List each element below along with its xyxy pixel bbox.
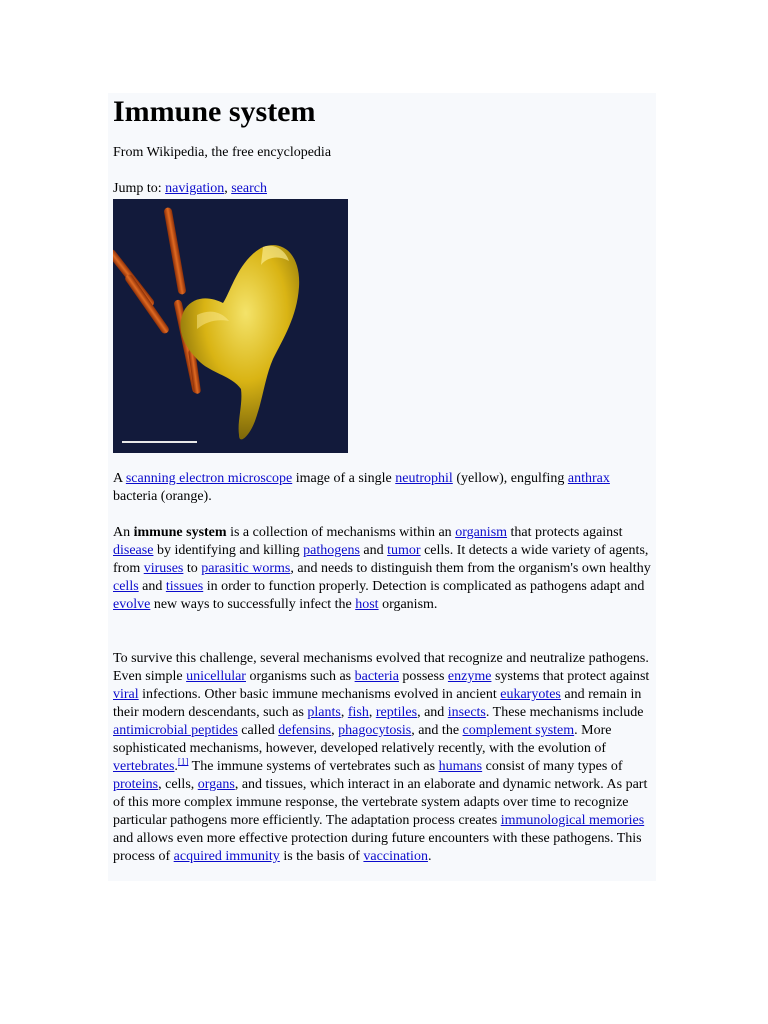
link-disease[interactable]: disease bbox=[113, 543, 154, 558]
paragraph-text: and remain in their modern descendants, such as bbox=[113, 687, 642, 720]
link-insects[interactable]: insects bbox=[447, 705, 486, 720]
link-unicellular[interactable]: unicellular bbox=[186, 669, 246, 684]
paragraph-text: To survive this challenge, several mechanisms evolved that recognize and neutralize pathogens. Even simple bbox=[113, 651, 649, 684]
paragraph-text: called bbox=[237, 723, 279, 738]
caption-text: A bbox=[113, 471, 126, 486]
paragraph-text: . bbox=[174, 759, 178, 774]
link-vertebrates[interactable]: vertebrates bbox=[113, 759, 175, 774]
paragraph-text: , cells, bbox=[158, 777, 198, 792]
link-immunological-memories[interactable]: immunological memories bbox=[500, 813, 645, 828]
link-proteins[interactable]: proteins bbox=[113, 777, 159, 792]
link-antimicrobial-peptides[interactable]: antimicrobial peptides bbox=[113, 723, 238, 738]
page-subtitle: From Wikipedia, the free encyclopedia bbox=[113, 145, 332, 160]
link-organs[interactable]: organs bbox=[197, 777, 235, 792]
citation-link[interactable]: [1] bbox=[177, 756, 189, 767]
paragraph-text: . These mechanisms include bbox=[485, 705, 644, 720]
link-anthrax[interactable]: anthrax bbox=[567, 471, 610, 486]
paragraph-text: to bbox=[183, 561, 202, 576]
jump-to-links bbox=[113, 181, 267, 197]
paragraph-text: infections. Other basic immune mechanisms evolved in ancient bbox=[138, 687, 501, 702]
paragraph-text: The immune systems of vertebrates such as bbox=[188, 759, 439, 774]
paragraph-text: and bbox=[138, 579, 166, 594]
paragraph-text: , bbox=[340, 705, 348, 720]
paragraph-text: and allows even more effective protection during future encounters with these pathogens. This process of bbox=[113, 831, 642, 864]
link-fish[interactable]: fish bbox=[347, 705, 369, 720]
caption-text: bacteria (orange). bbox=[113, 489, 212, 504]
jump-separator: , bbox=[224, 181, 228, 196]
link-tumor[interactable]: tumor bbox=[387, 543, 421, 558]
caption-text: (yellow), engulfing bbox=[452, 471, 568, 486]
link-eukaryotes[interactable]: eukaryotes bbox=[500, 687, 561, 702]
link-phagocytosis[interactable]: phagocytosis bbox=[338, 723, 412, 738]
paragraph-text: consist of many types of bbox=[482, 759, 623, 774]
page-title: Immune system bbox=[113, 95, 316, 128]
link-humans[interactable]: humans bbox=[438, 759, 483, 774]
paragraph-text: organisms such as bbox=[245, 669, 355, 684]
link-defensins[interactable]: defensins bbox=[278, 723, 332, 738]
link-acquired-immunity[interactable]: acquired immunity bbox=[173, 849, 280, 864]
paragraph-text: An bbox=[113, 525, 134, 540]
link-host[interactable]: host bbox=[355, 597, 379, 612]
paragraph-text: . More sophisticated mechanisms, however, developed relatively recently, with the evolution of bbox=[113, 723, 612, 756]
link-parasitic-worms[interactable]: parasitic worms bbox=[201, 561, 291, 576]
link-evolve[interactable]: evolve bbox=[113, 597, 151, 612]
navigation-link[interactable]: navigation bbox=[165, 181, 225, 196]
article-page bbox=[108, 93, 656, 881]
jump-prefix: Jump to: bbox=[113, 181, 162, 196]
link-bacteria[interactable]: bacteria bbox=[354, 669, 399, 684]
paragraph-text: , and bbox=[417, 705, 448, 720]
paragraph-text: systems that protect against bbox=[491, 669, 650, 684]
paragraph-text: , and needs to distinguish them from the organism's own healthy bbox=[290, 561, 651, 576]
intro-paragraph bbox=[113, 524, 655, 614]
link-plants[interactable]: plants bbox=[307, 705, 341, 720]
link-organism[interactable]: organism bbox=[455, 525, 508, 540]
paragraph-text: possess bbox=[398, 669, 448, 684]
link-viruses[interactable]: viruses bbox=[143, 561, 184, 576]
link-tissues[interactable]: tissues bbox=[165, 579, 204, 594]
link-reptiles[interactable]: reptiles bbox=[375, 705, 418, 720]
paragraph-text: and bbox=[359, 543, 388, 558]
link-cells[interactable]: cells bbox=[113, 579, 139, 594]
link-scanning-electron-microscope[interactable]: scanning electron microscope bbox=[125, 471, 293, 486]
paragraph-text: new ways to successfully infect the bbox=[150, 597, 356, 612]
micrograph-svg bbox=[113, 199, 348, 453]
paragraph-text: in order to function properly. Detection is complicated as pathogens adapt and bbox=[203, 579, 645, 594]
caption-text: image of a single bbox=[292, 471, 396, 486]
paragraph-text: cells. It detects a wide variety of agents, from bbox=[113, 543, 649, 576]
paragraph-text: . bbox=[427, 849, 432, 864]
paragraph-text: , and the bbox=[411, 723, 463, 738]
bold-term: immune system bbox=[133, 525, 227, 540]
paragraph-text: that protects against bbox=[507, 525, 623, 540]
scale-bar bbox=[122, 441, 197, 443]
link-vaccination[interactable]: vaccination bbox=[363, 849, 428, 864]
link-viral[interactable]: viral bbox=[113, 687, 139, 702]
paragraph-text: by identifying and killing bbox=[153, 543, 304, 558]
evolution-paragraph bbox=[113, 650, 655, 866]
paragraph-text: , and tissues, which interact in an elaborate and dynamic network. As part of this more complex immune response, the vertebrate system adapts over time to recognize particular pathogens more efficiently. The adaptation process creates bbox=[113, 777, 648, 828]
link-enzyme[interactable]: enzyme bbox=[447, 669, 492, 684]
search-link[interactable]: search bbox=[231, 181, 267, 196]
paragraph-text: organism. bbox=[378, 597, 438, 612]
paragraph-text: is the basis of bbox=[279, 849, 364, 864]
neutrophil-micrograph-image[interactable] bbox=[113, 199, 348, 453]
paragraph-text: , bbox=[331, 723, 339, 738]
link-pathogens[interactable]: pathogens bbox=[303, 543, 360, 558]
paragraph-text: , bbox=[368, 705, 376, 720]
paragraph-text: is a collection of mechanisms within an bbox=[226, 525, 456, 540]
figure-caption bbox=[113, 470, 655, 506]
link-neutrophil[interactable]: neutrophil bbox=[395, 471, 453, 486]
link-complement-system[interactable]: complement system bbox=[462, 723, 575, 738]
